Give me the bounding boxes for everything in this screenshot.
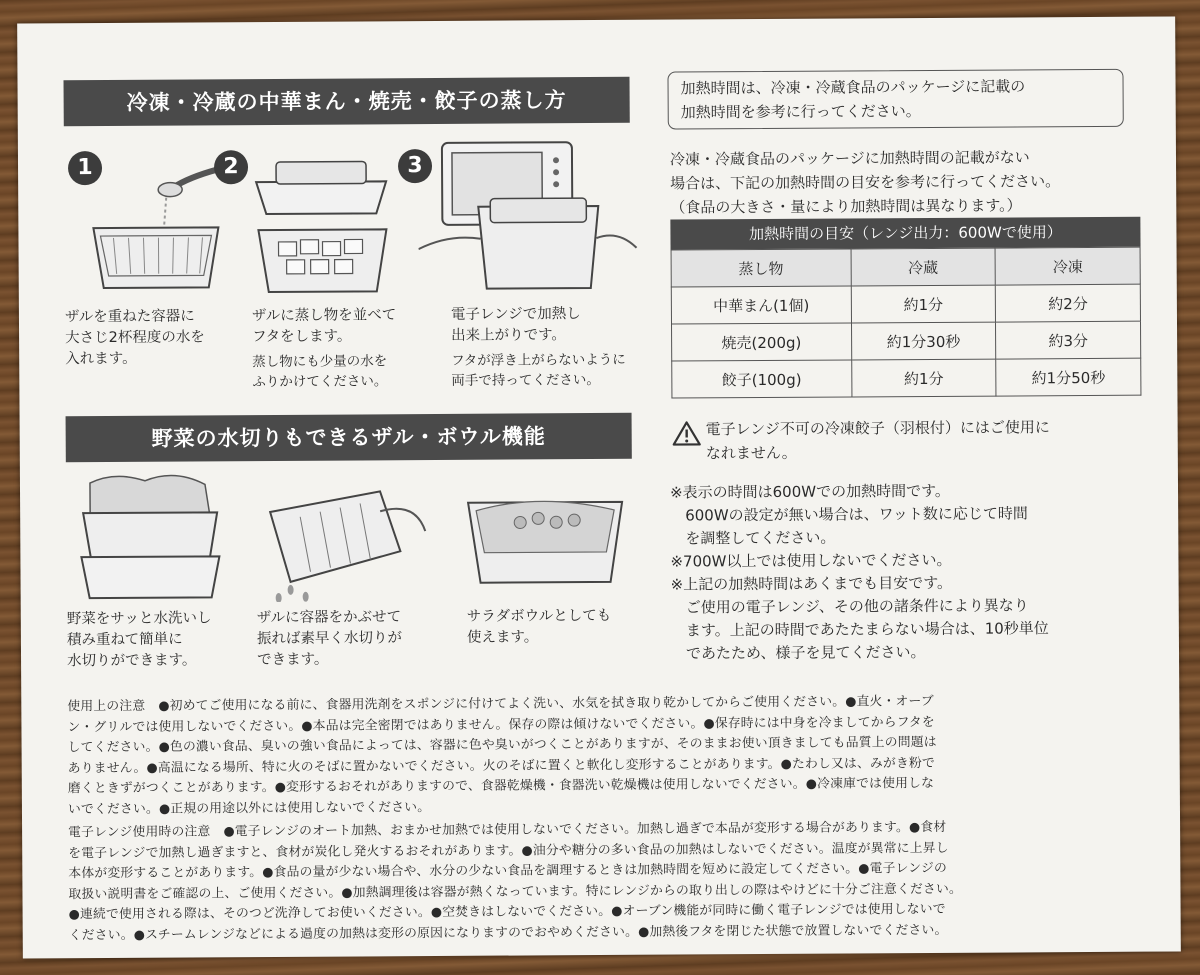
drain-illustration-vegetables xyxy=(75,472,226,603)
step-2-subtext: 蒸し物にも少量の水を ふりかけてください。 xyxy=(252,353,388,391)
table-row xyxy=(672,358,1141,398)
table-cell: 餃子(100g) xyxy=(672,360,852,398)
heating-time-note-box: 加熱時間は、冷凍・冷蔵食品のパッケージに記載の 加熱時間を参考に行ってください。 xyxy=(667,69,1123,130)
heating-time-guidance: 冷凍・冷蔵食品のパッケージに加熱時間の記載がない 場合は、下記の加熱時間の目安を参考に行ってください。 （食品の大きさ・量により加熱時間は異なります。） xyxy=(669,148,1061,217)
drain-illustration-salad-bowl xyxy=(460,482,631,593)
drain-illustration-shake xyxy=(250,471,431,602)
drain-text-1: 野菜をサッと水洗いし 積み重ねて簡単に 水切りができます。 xyxy=(66,610,212,670)
step-2-illustration xyxy=(246,151,397,297)
step-1-number: 1 xyxy=(68,151,102,185)
heating-time-table xyxy=(671,247,1142,399)
steam-section-title: 冷凍・冷蔵の中華まん・焼売・餃子の蒸し方 xyxy=(64,77,630,126)
table-cell: 約1分 xyxy=(851,359,996,397)
table-header-cell: 冷凍 xyxy=(995,247,1140,285)
table-cell: 約1分50秒 xyxy=(996,358,1141,396)
instruction-sheet xyxy=(17,16,1181,958)
microwave-precautions: 電子レンジ使用時の注意 ●電子レンジのオート加熱、おまかせ加熱では使用しないでください。加熱し過ぎで本品が変形する場合があります。●食材 を電子レンジで加熱し過ぎますと、食材が炭化し発火するおそれがあります。●油分や糖分の多い食品の加熱はしないでください。温度が異常に上昇し 本体が変形することがあります。●食品の量が少ない場合や、水分の少ない食品を調理するときは加熱時間を短めに設定してください。●電子レンジの 取扱い説明書をご確認の上、ご使用ください。●加熱調理後は容器が熱くなっています。特にレンジからの取り出しの際はやけどに十分ご注意ください。 ●連続で使用される際は、そのつど洗浄してお使いください。●空焚きはしないでください。●オーブン機能が同時に働く電子レンジでは使用しないで ください。●スチームレンジなどによる過度の加熱は変形の原因になりますのでおやめください。●加熱後フタを閉じた状態で放置しないでください。 xyxy=(68,819,963,943)
step-2-text: ザルに蒸し物を並べて フタをします。 xyxy=(251,307,397,346)
step-3-number: 3 xyxy=(398,149,432,183)
table-cell: 約3分 xyxy=(996,321,1141,359)
table-header-cell: 蒸し物 xyxy=(671,249,851,287)
step-1-illustration xyxy=(78,157,229,298)
table-row xyxy=(672,321,1141,361)
table-cell: 約2分 xyxy=(996,284,1141,322)
usage-precautions: 使用上の注意 ●初めてご使用になる前に、食器用洗剤をスポンジに付けてよく洗い、水気を拭き取り乾かしてからご使用ください。●直火・オーブ ン・グリルでは使用しないでください。●本品は完全密閉ではありません。保存の際は傾けないでください。●保存時には中身を冷ましてからフタを してください。●色の濃い食品、臭いの強い食品によっては、容器に色や臭いがつくことがありますが、そのままお使い頂きましても品質上の問題は ありません。●高温になる場所、特に火のそばに置かないでください。火のそばに置くと軟化し変形することがあります。●たわし又は、みがき粉で 磨くときずがつくことがあります。●変形するおそれがありますので、食器乾燥機・食器洗い乾燥機は使用しないでください。●冷凍庫では使用しな いでください。●正規の用途以外には使用しないでください。 xyxy=(67,693,937,817)
step-3-subtext: フタが浮き上がらないように 両手で持ってください。 xyxy=(451,351,626,389)
table-header-row xyxy=(671,247,1140,287)
table-cell: 約1分30秒 xyxy=(851,322,996,360)
drain-text-2: ザルに容器をかぶせて 振れば素早く水切りが できます。 xyxy=(256,609,402,669)
step-1-text: ザルを重ねた容器に 大さじ2杯程度の水を 入れます。 xyxy=(64,308,205,368)
table-cell: 約1分 xyxy=(851,285,996,323)
step-3-text: 電子レンジで加熱し 出来上がりです。 xyxy=(450,306,581,344)
table-cell: 中華まん(1個) xyxy=(671,286,851,324)
table-row xyxy=(671,284,1140,324)
step-3-illustration xyxy=(418,138,639,299)
drain-section-title: 野菜の水切りもできるザル・ボウル機能 xyxy=(66,413,632,462)
step-2-number: 2 xyxy=(214,150,248,184)
heating-notes: ※表示の時間は600Wでの加熱時間です。 600Wの設定が無い場合は、ワット数に応じて時間 を調整してください。 ※700W以上では使用しないでください。 ※上記の加熱時間はあくまでも目安です。 ご使用の電子レンジ、その他の諸条件により異なり ます。上記の時間であたたまらない場合は、10秒単位 であたため、様子を見てください。 xyxy=(669,481,1049,663)
warning-icon xyxy=(672,419,702,447)
warning-text: 電子レンジ不可の冷凍餃子（羽根付）にはご使用に なれません。 xyxy=(705,418,1050,463)
drain-text-3: サラダボウルとしても 使えます。 xyxy=(466,607,612,646)
table-cell: 焼売(200g) xyxy=(672,323,852,361)
heating-table-title: 加熱時間の目安（レンジ出力：600Wで使用） xyxy=(670,217,1140,250)
table-header-cell: 冷蔵 xyxy=(851,248,996,286)
